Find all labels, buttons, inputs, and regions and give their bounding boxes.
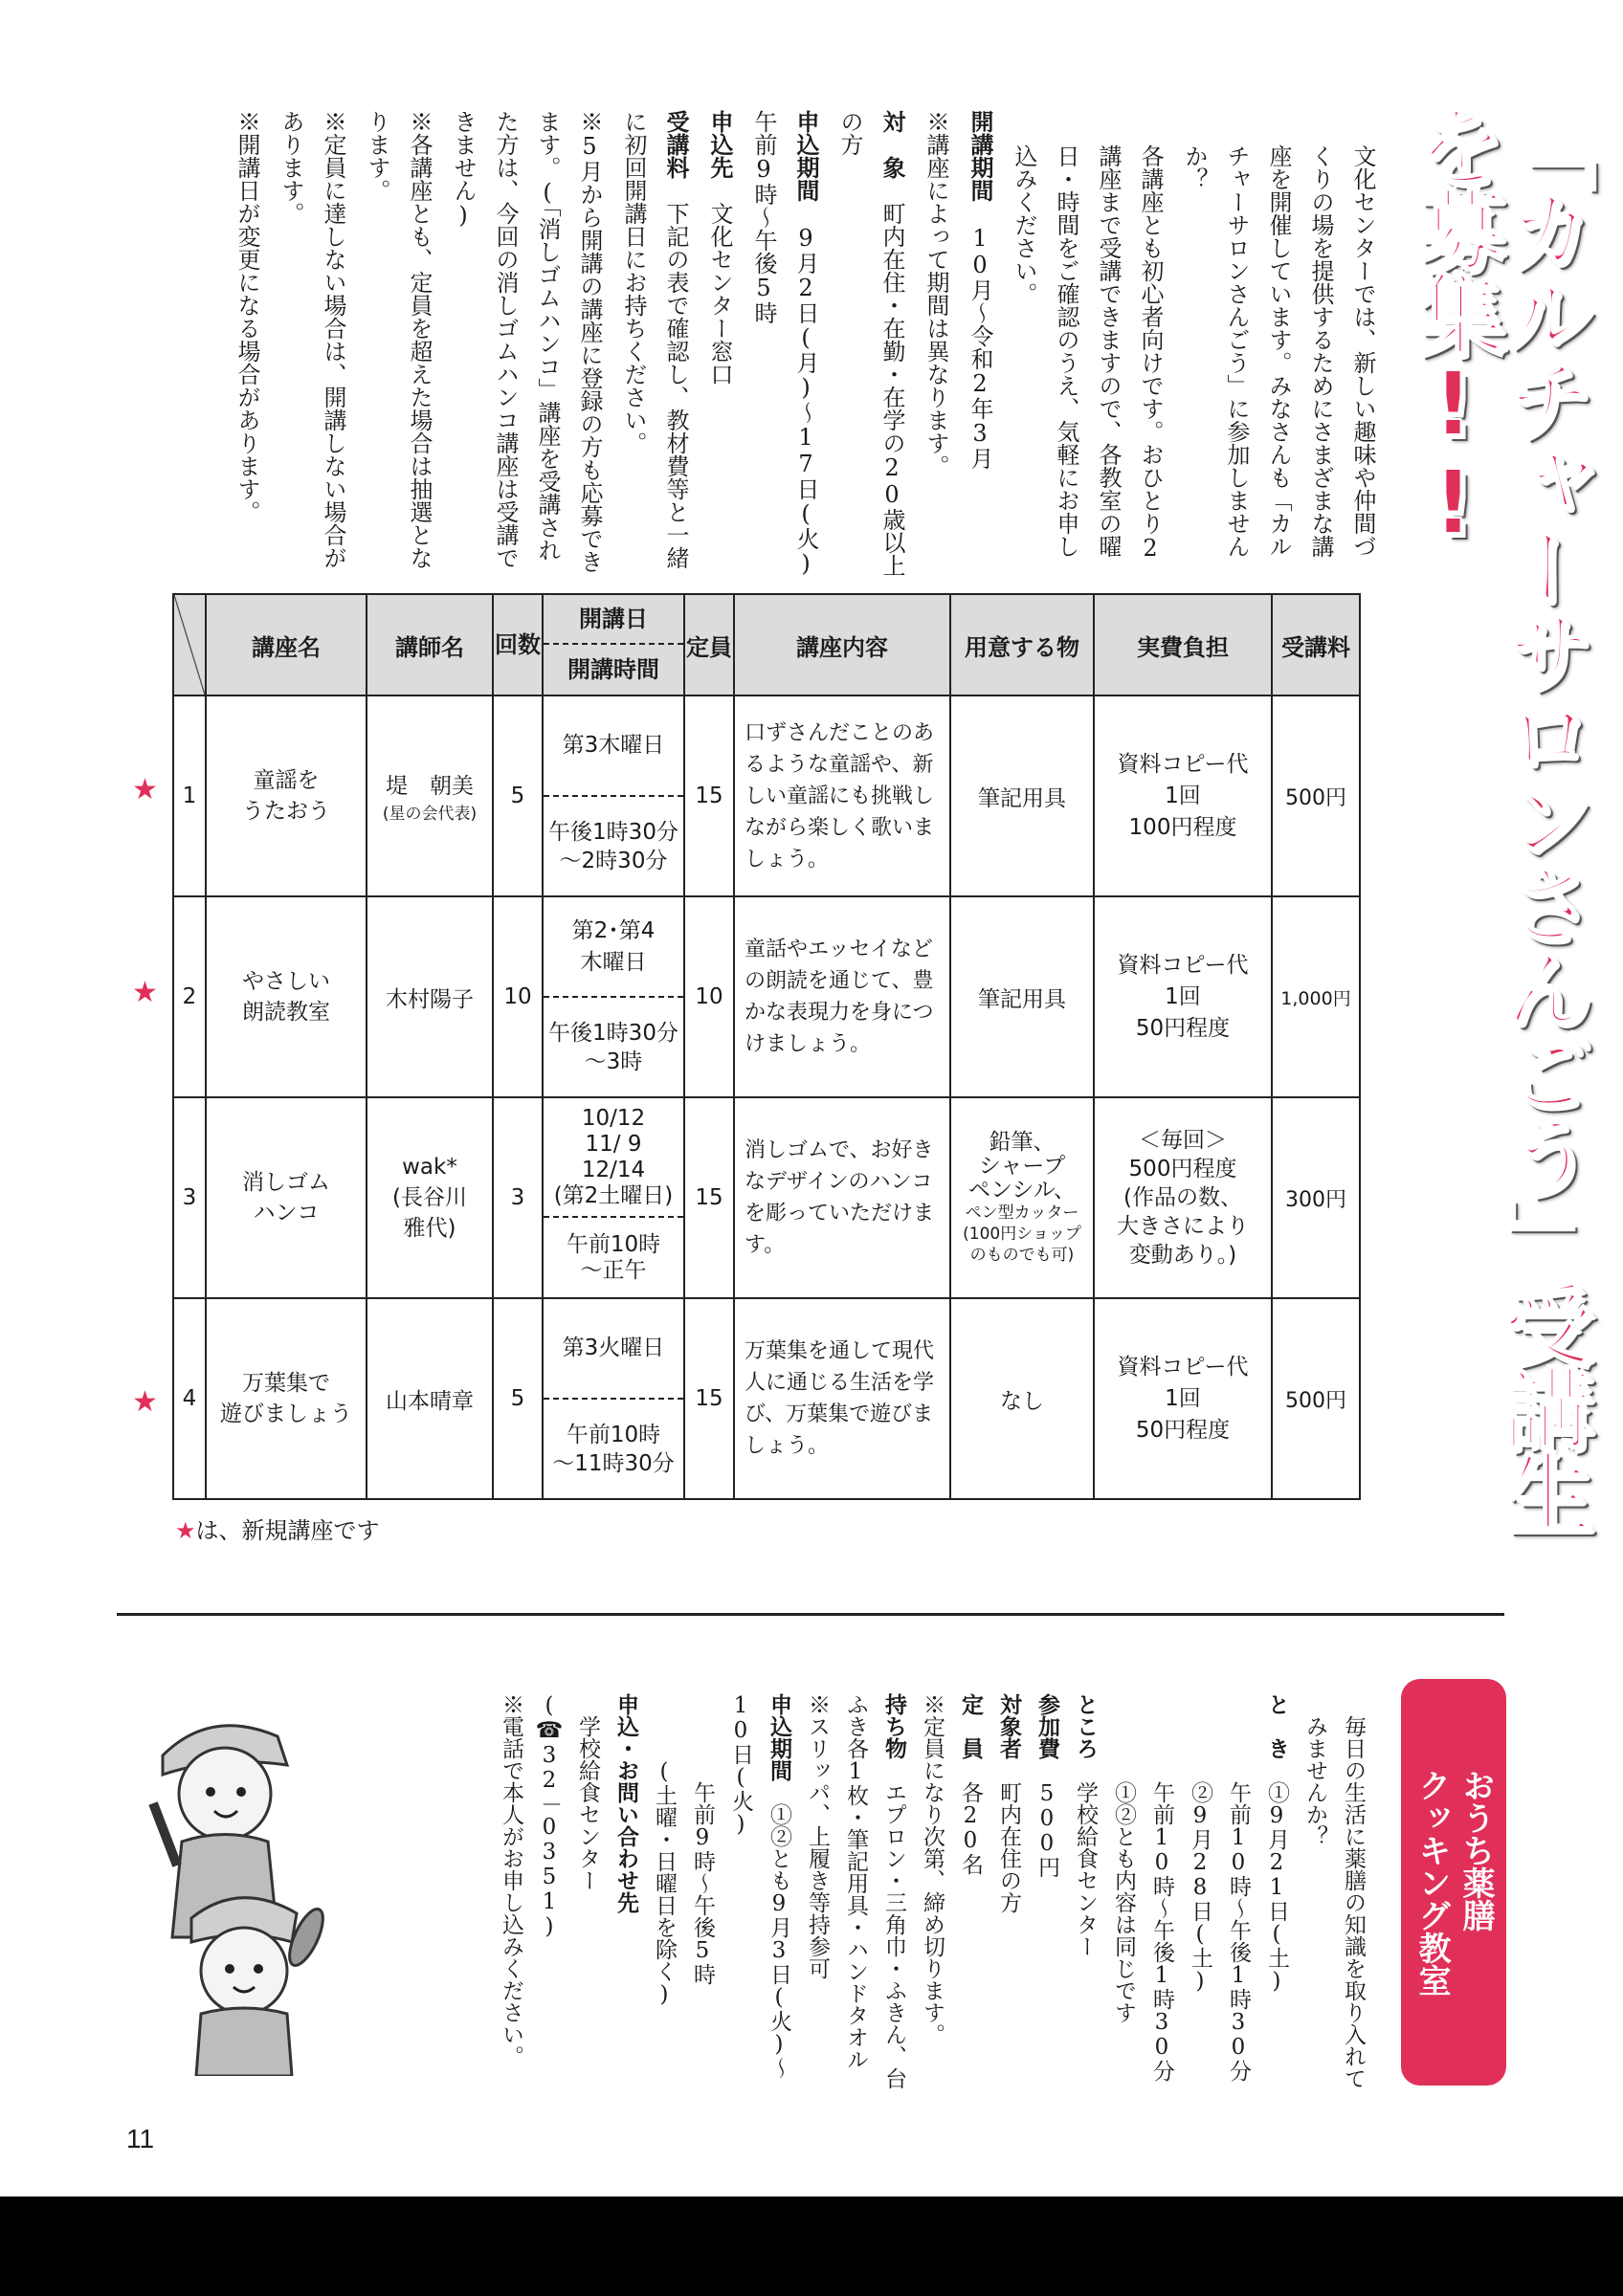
course-name: 消しゴム ハンコ — [206, 1097, 367, 1298]
teacher-name: 木村陽子 — [367, 896, 493, 1097]
intro-note-4: ※開講日が変更になる場合があります。 — [233, 110, 260, 523]
target-label: 対 象 — [878, 110, 905, 179]
apply-period-label: 申込期間 — [792, 110, 819, 202]
course-time: 午後1時30分 ～3時 — [548, 1020, 678, 1074]
cooking-apply-value: ①②とも9月3日(火)～10日(火) — [728, 1693, 791, 2079]
actual-cost: 資料コピー代 1回 100円程度 — [1094, 695, 1272, 896]
header-content: 講座内容 — [734, 594, 950, 695]
apply-period-value: 9月2日(月)～17日(火)午前9時～午後5時 — [750, 110, 819, 577]
table-row — [173, 695, 1360, 896]
table-row — [173, 1298, 1360, 1499]
intro-note-3: ※定員に達しない場合は、開講しない場合があります。 — [278, 110, 346, 569]
cooking-apply-time: 午前9時～午後5時 — [690, 1781, 715, 1985]
course-name: 万葉集で 遊びましょう — [206, 1298, 367, 1499]
course-day: 10/12 11/ 9 12/14 (第2土曜日) — [544, 1098, 683, 1218]
cooking-place-value: 学校給食センター — [1073, 1781, 1098, 1957]
teacher-name: 山本晴章 — [367, 1298, 493, 1499]
cooking-bring-value: エプロン・三角巾・ふきん、台ふき各1枚・筆記用具・ハンドタオル — [843, 1693, 906, 2089]
row-number: 2 — [173, 896, 206, 1097]
table-header-row — [173, 594, 1360, 695]
session-count: 5 — [493, 695, 543, 896]
cooking-apply-row — [722, 1693, 798, 2095]
cooking-bring-row — [836, 1693, 913, 2095]
course-name: 童謡を うたおう — [206, 695, 367, 896]
course-content: 消しゴムで、お好きなデザインのハンコを彫っていただけます。 — [734, 1097, 950, 1298]
cooking-cap-value: 各20名 — [958, 1781, 983, 1875]
course-name: やさしい 朗読教室 — [206, 896, 367, 1097]
header-day-time — [543, 594, 684, 695]
cooking-cost-label: 参加費 — [1034, 1693, 1059, 1759]
course-day: 第2･第4 木曜日 — [544, 897, 683, 998]
course-time: 午前10時 ～正午 — [566, 1231, 661, 1283]
cooking-contact-note: ※電話で本人がお申し込みください。 — [499, 1693, 523, 2067]
cooking-cap-label: 定 員 — [958, 1693, 983, 1759]
header-cost: 実費負担 — [1094, 594, 1272, 695]
new-course-star-icon: ★ — [132, 1385, 158, 1419]
intro-paragraph-1: 文化センターでは、新しい趣味や仲間づくりの場を提供するためにさまざまな講座を開催しています。みなさんも「カルチャーサロンさんごう」に参加しませんか？ — [1181, 144, 1376, 558]
header-time: 開講時間 — [567, 655, 659, 683]
apply-to-label: 申込先 — [706, 110, 733, 179]
course-content: 童話やエッセイなどの朗読を通じて、豊かな表現力を身につけましょう。 — [734, 896, 950, 1097]
bring-items: なし — [950, 1298, 1094, 1499]
actual-cost: 資料コピー代 1回 50円程度 — [1094, 1298, 1272, 1499]
cooking-contact-label: 申込・お問い合わせ先 — [613, 1693, 638, 1913]
intro-note-2: ※各講座とも、定員を超えた場合は抽選となります。 — [364, 110, 433, 569]
new-course-star-icon: ★ — [132, 773, 158, 806]
course-day: 第3木曜日 — [544, 696, 683, 797]
teacher-affiliation: (星の会代表) — [382, 805, 478, 824]
cooking-place-row — [1066, 1693, 1104, 2095]
cooking-bring-note: ※スリッパ、上履き等持参可 — [805, 1693, 830, 1979]
intro-block — [197, 110, 1384, 579]
session-count: 3 — [493, 1097, 543, 1298]
cooking-bring-label: 持ち物 — [881, 1693, 906, 1759]
intro-paragraph-2: 各講座とも初心者向けです。おひとり2講座まで受講できますので、各教室の曜日・時間をご確認のうえ、気軽にお申し込みください。 — [1011, 144, 1164, 562]
row-number: 4 — [173, 1298, 206, 1499]
target-row — [829, 110, 913, 579]
fee-row — [612, 110, 697, 579]
cooking-cap-note: ※定員になり次第、締め切ります。 — [920, 1693, 945, 2045]
session-count: 5 — [493, 1298, 543, 1499]
bring-items: 筆記用具 — [950, 896, 1094, 1097]
cooking-cap-row — [951, 1693, 989, 2095]
row-number: 1 — [173, 695, 206, 896]
teacher-name: 堤 朝美 — [386, 774, 474, 799]
children-cooking-illustration — [134, 1698, 325, 2076]
period-value: 10月～令和2年3月 — [967, 225, 993, 470]
day-time-cell — [543, 896, 684, 1097]
table-row — [173, 896, 1360, 1097]
fee-label: 受講料 — [662, 110, 689, 179]
day-time-cell — [543, 1298, 684, 1499]
course-fee: 1,000円 — [1272, 896, 1360, 1097]
header-cap: 定員 — [684, 594, 734, 695]
page-number: 11 — [126, 2124, 155, 2153]
day-time-cell — [543, 695, 684, 896]
intro-note-1: ※5月から開講の講座に登録の方も応募できます。(「消しゴムハンコ」講座を受講された方は、今回の消しゴムハンコ講座は受講できません) — [450, 110, 603, 573]
cooking-target-label: 対象者 — [996, 1693, 1021, 1759]
bring-cell — [950, 1097, 1094, 1298]
cooking-target-row — [989, 1693, 1028, 2095]
period-row — [959, 110, 1001, 579]
cooking-time-1b: 午前10時～午後1時30分 — [1226, 1781, 1251, 2082]
apply-to-row — [699, 110, 741, 579]
cooking-time-1: ①9月21日(土) — [1264, 1781, 1289, 1994]
cooking-time-row — [1257, 1693, 1296, 2095]
bring-items: 鉛筆、 シャープ ペンシル、 — [967, 1129, 1076, 1203]
header-bring: 用意する物 — [950, 594, 1094, 695]
apply-to-value: 文化センター窓口 — [706, 202, 733, 386]
cooking-time-2b: 午前10時～午後1時30分 — [1149, 1781, 1174, 2082]
cooking-apply-label: 申込期間 — [767, 1693, 791, 1781]
course-content: 口ずさんだことのあるような童謡や、新しい童謡にも挑戦しながら楽しく歌いましょう。 — [734, 695, 950, 896]
row-number: 3 — [173, 1097, 206, 1298]
period-note: ※講座によって期間は異なります。 — [923, 110, 949, 477]
cooking-contact-tel: (☎32－0351) — [537, 1693, 562, 1939]
cooking-cost-row — [1028, 1693, 1066, 2095]
header-corner — [173, 594, 206, 695]
teacher-cell — [367, 695, 493, 896]
fee-value: 下記の表で確認し、教材費等と一緒に初回開講日にお持ちください。 — [620, 110, 689, 569]
course-fee: 500円 — [1272, 695, 1360, 896]
bring-items: 筆記用具 — [950, 695, 1094, 896]
cooking-cost-value: 500円 — [1034, 1781, 1059, 1878]
course-content: 万葉集を通して現代人に通じる生活を学び、万葉集で遊びましょう。 — [734, 1298, 950, 1499]
cooking-time-label: と き — [1264, 1693, 1289, 1759]
capacity: 10 — [684, 896, 734, 1097]
cooking-contact-value: 学校給食センター — [575, 1715, 600, 1891]
page-headline: 「カルチャーサロンさんごう」受講生を募集!! — [1402, 100, 1592, 1532]
day-time-cell — [543, 1097, 684, 1298]
bring-items-note: ペン型カッター (100円ショップ のものでも可) — [963, 1203, 1081, 1265]
cooking-intro: 毎日の生活に薬膳の知識を取り入れてみませんか？ — [1302, 1715, 1366, 2089]
cooking-place-label: ところ — [1073, 1693, 1098, 1759]
cooking-time-2: ②9月28日(土) — [1188, 1781, 1212, 1994]
cooking-target-value: 町内在住の方 — [996, 1781, 1021, 1913]
teacher-name: wak* (長谷川 雅代) — [367, 1097, 493, 1298]
capacity: 15 — [684, 695, 734, 896]
course-fee: 300円 — [1272, 1097, 1360, 1298]
cooking-time-note: ①②とも内容は同じです — [1111, 1781, 1136, 2023]
course-time: 午前10時 ～11時30分 — [552, 1422, 675, 1476]
session-count: 10 — [493, 896, 543, 1097]
header-count: 回数 — [493, 594, 543, 695]
header-fee: 受講料 — [1272, 594, 1360, 695]
target-value: 町内在住・在勤・在学の20歳以上の方 — [836, 110, 905, 577]
course-table — [172, 593, 1361, 1500]
legend-text: は、新規講座です — [195, 1517, 380, 1544]
header-teacher: 講師名 — [367, 594, 493, 695]
section-divider — [117, 1613, 1504, 1616]
table-row — [173, 1097, 1360, 1298]
cooking-badge — [1401, 1679, 1506, 2086]
course-time: 午後1時30分 ～2時30分 — [548, 819, 678, 873]
actual-cost: 資料コピー代 1回 50円程度 — [1094, 896, 1272, 1097]
apply-period-row — [743, 110, 827, 579]
legend-star-icon: ★ — [175, 1517, 196, 1544]
course-day: 第3火曜日 — [544, 1299, 683, 1400]
actual-cost: ＜毎回＞ 500円程度 (作品の数、 大きさにより 変動あり。) — [1094, 1097, 1272, 1298]
period-label: 開講期間 — [967, 110, 993, 202]
bottom-bar — [0, 2197, 1623, 2296]
capacity: 15 — [684, 1097, 734, 1298]
course-fee: 500円 — [1272, 1298, 1360, 1499]
table-legend — [175, 1512, 380, 1545]
cooking-block — [205, 1693, 1372, 2095]
new-course-star-icon: ★ — [132, 976, 158, 1009]
header-name: 講座名 — [206, 594, 367, 695]
cooking-apply-note: (土曜・日曜日を除く) — [652, 1759, 677, 2007]
cooking-badge-text: おうち薬膳 クッキング教室 — [1412, 1768, 1495, 1997]
capacity: 15 — [684, 1298, 734, 1499]
header-day: 開講日 — [544, 596, 683, 645]
